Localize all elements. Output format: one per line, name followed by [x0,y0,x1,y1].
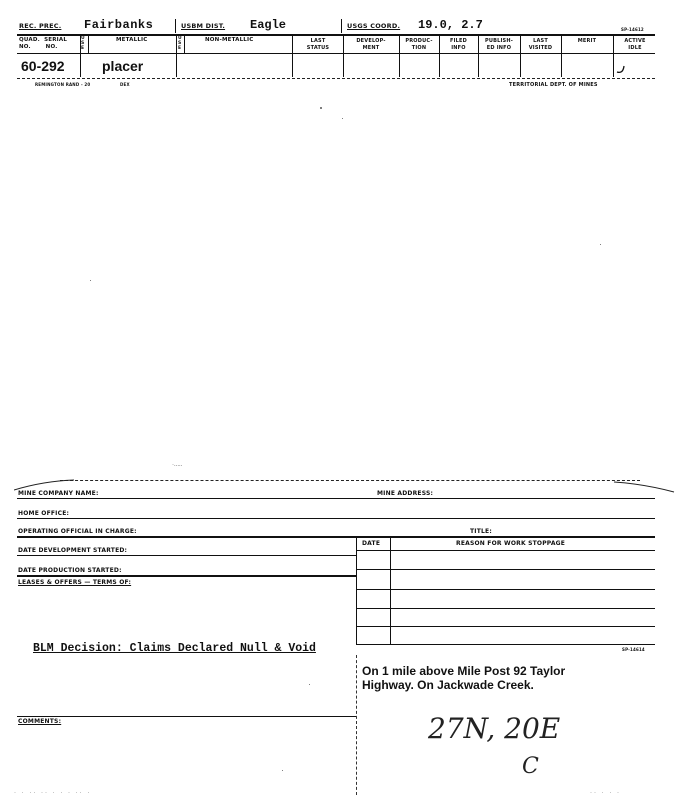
date-development-label: DATE DEVELOPMENT STARTED: [18,547,128,554]
speck [282,770,283,771]
location-note-line-2: Highway. On Jackwade Creek. [362,678,534,692]
location-note-line-1: On 1 mile above Mile Post 92 Taylor [362,664,566,678]
col-last-status: LAST STATUS [306,38,330,51]
rule-row-2 [17,518,655,519]
table-row-rule-5 [356,644,655,645]
blm-decision: BLM Decision: Claims Declared Null & Void [33,642,316,655]
reason-col-label: REASON FOR WORK STOPPAGE [456,540,566,547]
printer-text: REMINGTON RAND - 20 [35,82,91,87]
col-use-nonmetallic: U S E [178,36,182,51]
lower-center-divider [356,655,357,795]
comments-top-rule [17,716,356,717]
col-filed-info: FILED INFO [449,38,468,51]
col-line-6 [343,35,344,77]
date-production-label: DATE PRODUCTION STARTED: [18,567,122,574]
card-edge-curves [14,478,676,494]
handwritten-township: 27N, 20E [428,712,561,745]
title-label: TITLE: [470,528,492,535]
speck [342,118,343,119]
speck [320,107,322,109]
bottom-smudge-right: ·· · · · [590,790,621,796]
smudge: ·..... [172,462,183,468]
speck [600,244,601,245]
table-left-line [356,537,357,645]
form-number: SP-14612 [621,27,644,32]
speck [309,684,310,685]
home-office-label: HOME OFFICE: [18,510,70,517]
department-text: TERRITORIAL DEPT. OF MINES [509,82,598,88]
handwritten-letter: C [522,754,539,779]
record-serial: 60-292 [21,58,65,74]
table-row-rule-4 [356,626,655,627]
printer-code: DEX [120,82,130,87]
bottom-smudge: · · ·· ·· · · · ·· · [14,790,92,796]
col-line-1 [80,35,81,77]
operating-official-label: OPERATING OFFICIAL IN CHARGE: [18,528,137,535]
table-row-rule-1 [356,569,655,570]
rule-row-3 [17,536,655,538]
usgs-coord-label: USGS COORD. [347,22,401,30]
speck [90,280,91,281]
table-row-rule-3 [356,608,655,609]
col-line-3 [176,35,177,77]
table-row-rule-2 [356,589,655,590]
col-last-visited: LAST VISITED [528,38,553,51]
header-divider-1 [175,19,176,33]
col-line-4 [184,35,185,53]
usgs-coord-value: 19.0, 2.7 [418,18,483,32]
rule-row-4 [17,555,356,556]
mine-address-label: MINE ADDRESS: [377,490,434,497]
col-line-2 [88,35,89,53]
col-line-9 [478,35,479,77]
record-type: placer [102,58,144,74]
header-divider-2 [341,19,342,33]
active-idle-mark [614,62,630,76]
col-non-metallic: NON-METALLIC [205,37,254,43]
col-use-metallic: U S E [81,36,85,51]
col-line-7 [399,35,400,77]
col-active-idle: ACTIVE IDLE [624,38,646,51]
col-line-10 [520,35,521,77]
col-published-info: PUBLISH- ED INFO [484,38,514,51]
comments-label: COMMENTS: [18,718,62,725]
mine-company-name-label: MINE COMPANY NAME: [18,490,99,497]
table-header-rule [356,550,655,551]
col-line-5 [292,35,293,77]
rec-prec-value: Fairbanks [84,18,154,32]
rec-prec-label: REC. PREC. [19,22,62,30]
header-rule [17,34,655,36]
rule-row-5 [17,575,356,577]
col-production: PRODUC- TION [405,38,433,51]
usbm-dist-value: Eagle [250,18,287,32]
record-row-rule [17,78,655,79]
leases-offers-label: LEASES & OFFERS — TERMS OF: [18,579,132,586]
usbm-dist-label: USBM DIST. [181,22,226,30]
table-date-line [390,537,391,645]
col-line-11 [561,35,562,77]
col-line-8 [439,35,440,77]
col-development: DEVELOP- MENT [356,38,386,51]
column-header-rule [17,53,655,54]
col-quad-serial: QUAD. SERIAL NO. NO. [19,37,68,50]
form-number-2: SP-14614 [622,647,645,652]
rule-row-1 [17,498,655,499]
col-metallic: METALLIC [116,37,148,43]
date-col-label: DATE [362,540,381,547]
col-merit: MERIT [577,38,597,44]
